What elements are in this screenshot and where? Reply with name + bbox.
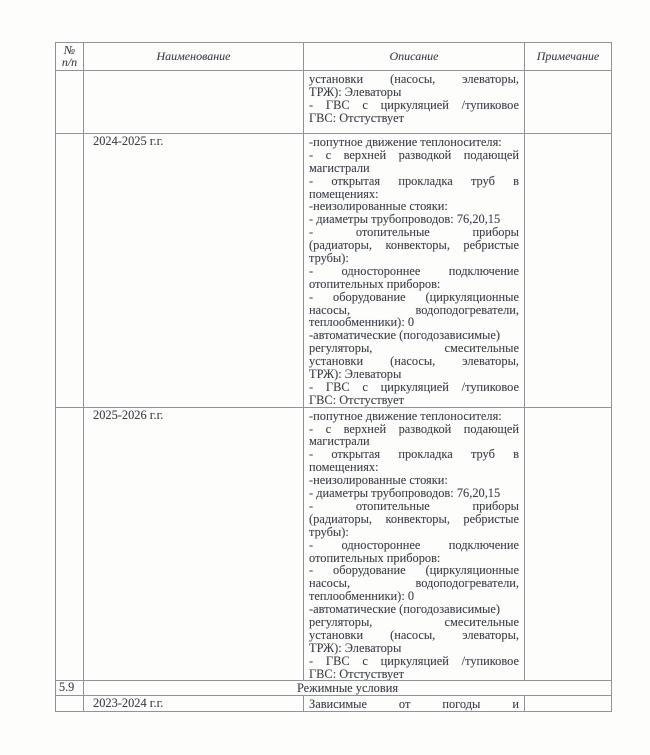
description-word: разводкой <box>398 147 452 162</box>
cell-note <box>525 407 612 681</box>
description-word: насосы, <box>309 302 351 317</box>
description-word: с <box>362 97 368 112</box>
description-line: трубы): <box>309 524 349 539</box>
cell-item-number <box>56 134 84 408</box>
description-word: (насосы, <box>390 354 436 369</box>
description-line: трубы): <box>309 251 349 266</box>
description-word: подключение <box>448 537 519 552</box>
description-word: (радиаторы, <box>309 511 372 526</box>
description-word: - <box>309 225 314 240</box>
description-word: - <box>309 498 314 513</box>
description-line <box>309 500 519 513</box>
description-word: - <box>309 173 314 188</box>
description-line <box>309 149 519 162</box>
maintenance-schedule-table <box>55 42 612 712</box>
table-row <box>56 407 612 681</box>
description-word: одностороннее <box>341 263 421 278</box>
column-header-num-line2: п/п <box>61 54 78 69</box>
description-line <box>309 265 519 278</box>
description-word: в <box>513 173 519 188</box>
description-word: - <box>309 97 314 112</box>
description-word: - <box>309 537 314 552</box>
description-word: - <box>309 653 314 668</box>
description-word: отопительные <box>355 225 430 240</box>
description-line: -неизолированные стояки: <box>309 473 448 488</box>
description-line: магистрали <box>309 434 370 449</box>
description-word: регуляторы, <box>309 614 373 629</box>
description-word: открытая <box>331 173 381 188</box>
description-line <box>309 291 519 304</box>
table-header-row <box>56 43 612 71</box>
description-word: верхней <box>343 147 387 162</box>
description-word: верхней <box>343 421 387 436</box>
column-header-note: Примечание <box>525 43 612 71</box>
description-word: и <box>512 697 519 712</box>
cell-name: 2024-2025 г.г. <box>84 134 304 408</box>
cell-description <box>304 134 525 408</box>
description-line <box>309 381 519 394</box>
description-word: /тупиковое <box>461 379 519 394</box>
description-word: разводкой <box>398 421 452 436</box>
description-word: подающей <box>463 147 519 162</box>
description-word: с <box>362 379 368 394</box>
description-line: отопительных приборов: <box>309 550 441 565</box>
column-header-num-line1: № <box>63 43 76 57</box>
description-line: ГВС: Отстуствует <box>309 110 404 125</box>
description-word: труб <box>470 173 495 188</box>
description-word: оборудование <box>333 289 406 304</box>
cell-item-number <box>56 71 84 134</box>
description-word: установки <box>309 354 364 369</box>
description-line: - диаметры трубопроводов: 76,20,15 <box>309 212 501 227</box>
cell-item-number <box>56 407 84 681</box>
description-word: с <box>362 653 368 668</box>
description-line <box>309 698 519 711</box>
description-line: - диаметры трубопроводов: 76,20,15 <box>309 486 501 501</box>
description-word: подающей <box>463 421 519 436</box>
description-line: -автоматические (погодозависимые) <box>309 328 501 343</box>
description-word: ребристые <box>463 238 519 253</box>
description-line: ТРЖ): Элеваторы <box>309 367 402 382</box>
description-word: - <box>309 447 314 462</box>
table-row <box>56 134 612 408</box>
cell-note <box>525 71 612 134</box>
description-word: конвекторы, <box>385 511 450 526</box>
description-word: циркуляцией <box>380 379 449 394</box>
description-word: - <box>309 147 314 162</box>
description-word: ГВС <box>325 653 350 668</box>
description-word: циркуляцией <box>380 653 449 668</box>
description-line: -попутное движение теплоносителя: <box>309 135 502 149</box>
table-header <box>56 43 612 71</box>
cell-name: 2025-2026 г.г. <box>84 407 304 681</box>
cell-item-number: 5.9 <box>56 681 84 696</box>
description-word: установки <box>309 627 364 642</box>
description-word: насосы, <box>309 576 351 591</box>
description-word: смесительные <box>444 614 519 629</box>
description-word: ребристые <box>463 511 519 526</box>
description-word: прокладка <box>398 173 453 188</box>
description-word: (насосы, <box>390 627 436 642</box>
description-line <box>309 73 519 86</box>
description-word: водоподогреватели, <box>415 302 519 317</box>
table-row <box>56 71 612 134</box>
description-line <box>309 655 519 668</box>
cell-description <box>304 407 525 681</box>
table-body <box>56 71 612 712</box>
description-word: труб <box>470 447 495 462</box>
description-word: приборы <box>472 225 519 240</box>
description-word: - <box>309 421 314 436</box>
cell-note <box>525 696 612 712</box>
column-header-name: Наименование <box>84 43 304 71</box>
table-row <box>56 681 612 696</box>
description-word: открытая <box>331 447 381 462</box>
description-word: /тупиковое <box>461 97 519 112</box>
description-word: в <box>513 447 519 462</box>
description-word: с <box>325 421 332 436</box>
description-word: водоподогреватели, <box>415 576 519 591</box>
description-line: -неизолированные стояки: <box>309 199 448 214</box>
description-word: (насосы, <box>390 72 436 86</box>
description-word: - <box>309 263 314 278</box>
description-word: (циркуляционные <box>425 289 519 304</box>
description-line: ГВС: Отстуствует <box>309 666 404 681</box>
description-word: прокладка <box>398 447 453 462</box>
description-line: -попутное движение теплоносителя: <box>309 408 502 423</box>
description-line: помещениях: <box>309 186 379 201</box>
cell-item-number <box>56 696 84 712</box>
description-line: теплообменники): 0 <box>309 589 415 604</box>
cell-description <box>304 696 525 712</box>
description-line <box>309 513 519 526</box>
description-word: (циркуляционные <box>425 563 519 578</box>
description-word: конвекторы, <box>385 238 450 253</box>
cell-note <box>525 134 612 408</box>
description-word: с <box>325 147 332 162</box>
cell-name: 2023-2024 г.г. <box>84 696 304 712</box>
cell-name <box>84 71 304 134</box>
description-word: установки <box>309 72 364 86</box>
description-word: отопительные <box>355 498 430 513</box>
description-line <box>309 629 519 642</box>
cell-description <box>304 71 525 134</box>
description-word: элеваторы, <box>462 354 519 369</box>
description-word: приборы <box>472 498 519 513</box>
description-word: оборудование <box>333 563 406 578</box>
description-line: ГВС: Отстуствует <box>309 392 404 407</box>
cell-section-title: Режимные условия <box>84 681 612 696</box>
description-word: Зависимые <box>309 697 367 712</box>
description-word: - <box>309 289 314 304</box>
description-word: /тупиковое <box>461 653 519 668</box>
description-line <box>309 539 519 552</box>
description-line: ТРЖ): Элеваторы <box>309 84 402 99</box>
description-line: магистрали <box>309 160 370 175</box>
column-header-num <box>56 43 84 71</box>
description-line <box>309 99 519 112</box>
table-row <box>56 696 612 712</box>
description-word: - <box>309 379 314 394</box>
description-word: элеваторы, <box>462 72 519 86</box>
description-word: погоды <box>442 697 481 712</box>
description-line: помещениях: <box>309 460 379 475</box>
description-word: от <box>398 697 411 712</box>
description-line: -автоматические (погодозависимые) <box>309 602 501 617</box>
description-word: циркуляцией <box>380 97 449 112</box>
description-line <box>309 175 519 188</box>
description-line: теплообменники): 0 <box>309 315 415 330</box>
description-word: ГВС <box>325 379 350 394</box>
description-word: подключение <box>448 263 519 278</box>
description-word: (радиаторы, <box>309 238 372 253</box>
description-word: регуляторы, <box>309 341 373 356</box>
column-header-description: Описание <box>304 43 525 71</box>
description-line <box>309 616 519 629</box>
description-line: отопительных приборов: <box>309 276 441 291</box>
description-word: элеваторы, <box>462 627 519 642</box>
description-word: смесительные <box>444 341 519 356</box>
description-line: ТРЖ): Элеваторы <box>309 640 402 655</box>
description-word: одностороннее <box>341 537 421 552</box>
description-word: ГВС <box>325 97 350 112</box>
description-word: - <box>309 563 314 578</box>
